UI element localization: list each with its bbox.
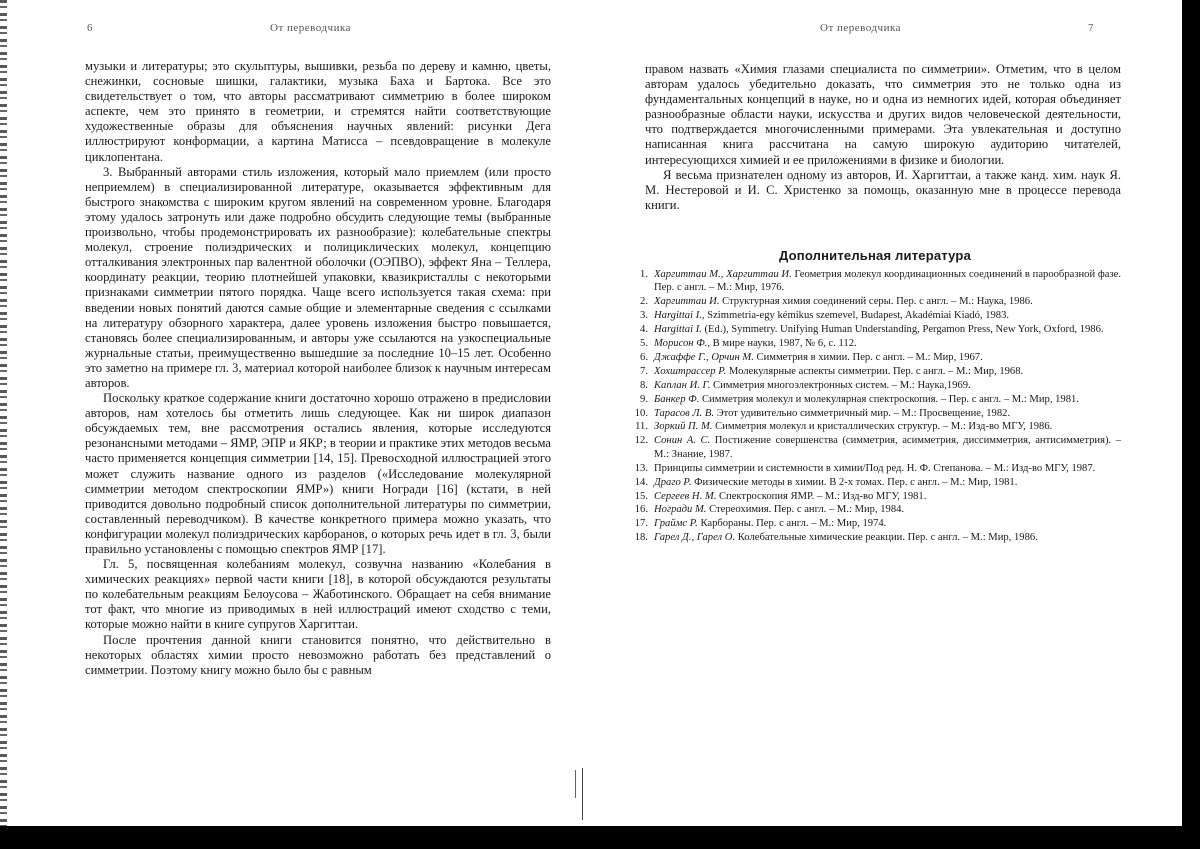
- reference-number: 10.: [634, 407, 648, 419]
- reference-author: Hargittai I.: [654, 324, 702, 336]
- reference-number: 15.: [634, 490, 648, 502]
- reference-author: Гарел Д., Гарел О.: [654, 532, 736, 544]
- reference-item: [633, 462, 1121, 475]
- reference-item: [633, 323, 1121, 336]
- reference-number: 7.: [640, 365, 648, 377]
- reference-item: [633, 531, 1121, 544]
- bibliography-heading: Дополнительная литература: [779, 248, 971, 263]
- reference-author: Сергеев Н. М.: [654, 490, 717, 502]
- reference-text: Харгиттаи М., Харгиттаи И. Геометрия молекул координационных соединений в парообразной фазе. Пер. с англ. – М.: Мир, 1976.: [654, 269, 1121, 294]
- right-page: [580, 0, 1182, 826]
- scan-border-bottom: [0, 826, 1200, 849]
- reference-author: Тарасов Л. В.: [654, 407, 714, 419]
- reference-number: 8.: [640, 379, 648, 391]
- reference-item: [633, 420, 1121, 433]
- reference-author: Ногради М.: [654, 504, 707, 516]
- reference-author: Hargittai I.,: [654, 310, 705, 322]
- reference-item: [633, 517, 1121, 530]
- reference-author: Морисон Ф.,: [654, 338, 711, 350]
- paragraph: музыки и литературы; это скульптуры, вышивки, резьба по дереву и камню, цветы, снежинки, сосновые шишки, галактики, музыка Баха и Бартока. Все это свидетельствует о том, что авторы рассматривают симметрию в более широком аспекте, чем это принято в геометрии, и стремятся найти соответствующие художественные образы для объяснения научных явлений: рисунки Дега иллюстрируют конформации, а картина Матисса – псевдовращение в молекуле циклопентана.: [85, 59, 551, 164]
- reference-item: [633, 490, 1121, 503]
- reference-item: [633, 337, 1121, 350]
- running-head: От переводчика: [820, 22, 902, 34]
- reference-author: Драго Р.: [654, 476, 692, 488]
- reference-text: Сергеев Н. М. Спектроскопия ЯМР. – М.: Изд-во МГУ, 1981.: [654, 490, 927, 502]
- reference-item: [633, 393, 1121, 406]
- reference-author: Джаффе Г., Орчин М.: [654, 351, 754, 363]
- reference-text: Граймс Р. Карбораны. Пер. с англ. – М.: Мир, 1974.: [654, 518, 887, 530]
- reference-number: 5.: [640, 338, 648, 350]
- reference-number: 18.: [634, 532, 648, 544]
- reference-number: 6.: [640, 351, 648, 363]
- page-number: 6: [87, 22, 93, 34]
- reference-text: Хохштрассер Р. Молекулярные аспекты симметрии. Пер. с англ. – М.: Мир, 1968.: [654, 365, 1024, 377]
- paragraph: Я весьма признателен одному из авторов, И. Харгиттаи, а также канд. хим. наук Я. М. Нестеровой и И. С. Христенко за помощь, оказанную мне в процессе перевода книги.: [645, 167, 1121, 212]
- right-body-text: [645, 62, 1121, 213]
- reference-item: [633, 503, 1121, 516]
- reference-text: Банкер Ф. Симметрия молекул и молекулярная спектроскопия. – Пер. с англ. – М.: Мир, 1981.: [654, 393, 1079, 405]
- reference-author: Харгиттаи И.: [654, 296, 720, 308]
- reference-text: Hargittai I., Szimmetria-egy kémikus szemevel, Budapest, Akadémiai Kiadó, 1983.: [654, 310, 1010, 322]
- left-page: [12, 0, 578, 826]
- reference-text: Ногради М. Стереохимия. Пер. с англ. – М.: Мир, 1984.: [654, 504, 905, 516]
- reference-text: Драго Р. Физические методы в химии. В 2-х томах. Пер. с англ. – М.: Мир, 1981.: [654, 476, 1018, 488]
- reference-item: [633, 309, 1121, 322]
- reference-author: Зоркий П. М.: [654, 421, 713, 433]
- reference-item: [633, 351, 1121, 364]
- reference-author: Хохштрассер Р.: [654, 365, 727, 377]
- reference-number: 2.: [640, 296, 648, 308]
- left-body-text: [85, 59, 551, 678]
- reference-number: 17.: [634, 518, 648, 530]
- reference-author: Харгиттаи М., Харгиттаи И.: [654, 269, 792, 280]
- reference-number: 11.: [635, 421, 648, 433]
- reference-author: Банкер Ф.: [654, 393, 700, 405]
- reference-item: [633, 476, 1121, 489]
- reference-item: [633, 434, 1121, 461]
- reference-item: [633, 268, 1121, 295]
- reference-number: 13.: [634, 462, 648, 474]
- scan-border-right: [1182, 0, 1200, 849]
- reference-text: Тарасов Л. В. Этот удивительно симметричный мир. – М.: Просвещение, 1982.: [654, 407, 1011, 419]
- reference-text: Hargittai I. (Ed.), Symmetry. Unifying Human Understanding, Pergamon Press, New York, Oxford, 1986.: [654, 324, 1104, 336]
- reference-text: Каплан И. Г. Симметрия многоэлектронных систем. – М.: Наука,1969.: [654, 379, 971, 391]
- paragraph: Гл. 5, посвященная колебаниям молекул, созвучна названию «Колебания в химических реакциях» первой части книги [18], в которой обсуждаются результаты по колебательным реакциям Белоусова – Жаботинского. Обращает на себя внимание тот факт, что многие из приводимых в ней иллюстраций имеют сходство с теми, которые можно найти в книге супругов Харгиттаи.: [85, 557, 551, 632]
- reference-author: Каплан И. Г.: [654, 379, 711, 391]
- reference-text: Принципы симметрии и системности в химии/Под ред. Н. Ф. Степанова. – М.: Изд-во МГУ, 1987.: [654, 462, 1096, 474]
- reference-number: 14.: [634, 476, 648, 488]
- paragraph: Поскольку краткое содержание книги достаточно хорошо отражено в предисловии авторов, нам хотелось бы отметить лишь следующее. Как ни широк диапазон обсуждаемых тем, вне рассмотрения остались явления, которые исследуются резонансными методами – ЯМР, ЭПР и ЯКР; в теории и практике этих методов весьма часто применяется концепция симметрии [14, 15]. Превосходной иллюстрацией этого может служить название одного из разделов («Исследование молекулярной симметрии методом спектроскопии ЯМР») книги Ногради [16] (кстати, в ней приводится довольно подробный список дополнительной литературы по симметрии, составленный переводчиком). В качестве конкретного примера можно указать, что конфигурации молекул полиэдрических карборанов, о которых речь идет в гл. 3, были правильно установлены с помощью спектров ЯМР [17].: [85, 391, 551, 556]
- reference-text: Харгиттаи И. Структурная химия соединений серы. Пер. с англ. – М.: Наука, 1986.: [654, 296, 1033, 308]
- running-head: От переводчика: [270, 22, 352, 34]
- reference-text: Морисон Ф., В мире науки, 1987, № 6, с. 112.: [654, 338, 857, 350]
- reference-item: [633, 379, 1121, 392]
- binding-edge: [0, 0, 7, 849]
- reference-text: Сонин А. С. Постижение совершенства (симметрия, асимметрия, диссимметрия, антисимметрия). – М.: Знание, 1987.: [654, 435, 1122, 460]
- page-number: 7: [1088, 22, 1094, 34]
- reference-author: Граймс Р.: [654, 518, 698, 530]
- reference-list: [633, 268, 1121, 545]
- reference-number: 4.: [640, 324, 648, 336]
- reference-text: Зоркий П. М. Симметрия молекул и кристаллических структур. – М.: Изд-во МГУ, 1986.: [654, 421, 1053, 433]
- reference-item: [633, 365, 1121, 378]
- reference-item: [633, 407, 1121, 420]
- reference-text: Джаффе Г., Орчин М. Симметрия в химии. Пер. с англ. – М.: Мир, 1967.: [654, 351, 983, 363]
- reference-item: [633, 295, 1121, 308]
- paragraph: правом назвать «Химия глазами специалиста по симметрии». Отметим, что в целом авторам удалось убедительно доказать, что симметрия это не только одна из фундаментальных концепций в науке, но и одна из немногих идей, которая объединяет разнообразные области науки, искусства и других видов человеческой деятельности, что подтверждается многочисленными примерами. Эта увлекательная и доступно написанная книга рассчитана на самую широкую аудиторию читателей, интересующихся химией и ее приложениями в физике и биологии.: [645, 62, 1121, 167]
- reference-number: 9.: [640, 393, 648, 405]
- reference-number: 3.: [640, 310, 648, 322]
- reference-number: 12.: [634, 435, 648, 447]
- reference-number: 1.: [640, 269, 648, 280]
- paragraph: 3. Выбранный авторами стиль изложения, который мало приемлем (или просто неприемлем) в специализированной литературе, оказывается эффективным для быстрого знакомства с широким кругом явлений на современном уровне. Благодаря этому удалось затронуть или даже подробно обсудить следующие темы (выбранные произвольно, чтобы продемонстрировать их разнообразие): колебательные спектры молекул, строение полиэдрических и полициклических молекул, концепцию отталкивания электронных пар валентной оболочки (ОЭПВО), эффект Яна – Теллера, координату реакции, теорию плотнейшей упаковки, квазикристаллы с некоторыми признаками симметрии пятого порядка. Чаще всего используется такая схема: при введении новых понятий даются самые общие и элементарные сведения с ссылками на литературу обзорного характера, далее уровень изложения быстро повышается, становясь более специализированным, и авторы уже ссылаются на узкоспециальные журнальные статьи, преимущественно вышедшие за последние 10–15 лет. Особенно это заметно на примере гл. 3, материал которой наиболее близок к научным интересам авторов.: [85, 164, 551, 390]
- reference-author: Сонин А. С.: [654, 435, 711, 447]
- paragraph: После прочтения данной книги становится понятно, что действительно в некоторых областях химии просто невозможно работать без представлений о симметрии. Поэтому книгу можно было бы с равным: [85, 632, 551, 677]
- reference-text: Гарел Д., Гарел О. Колебательные химические реакции. Пер. с англ. – М.: Мир, 1986.: [654, 532, 1038, 544]
- reference-number: 16.: [634, 504, 648, 516]
